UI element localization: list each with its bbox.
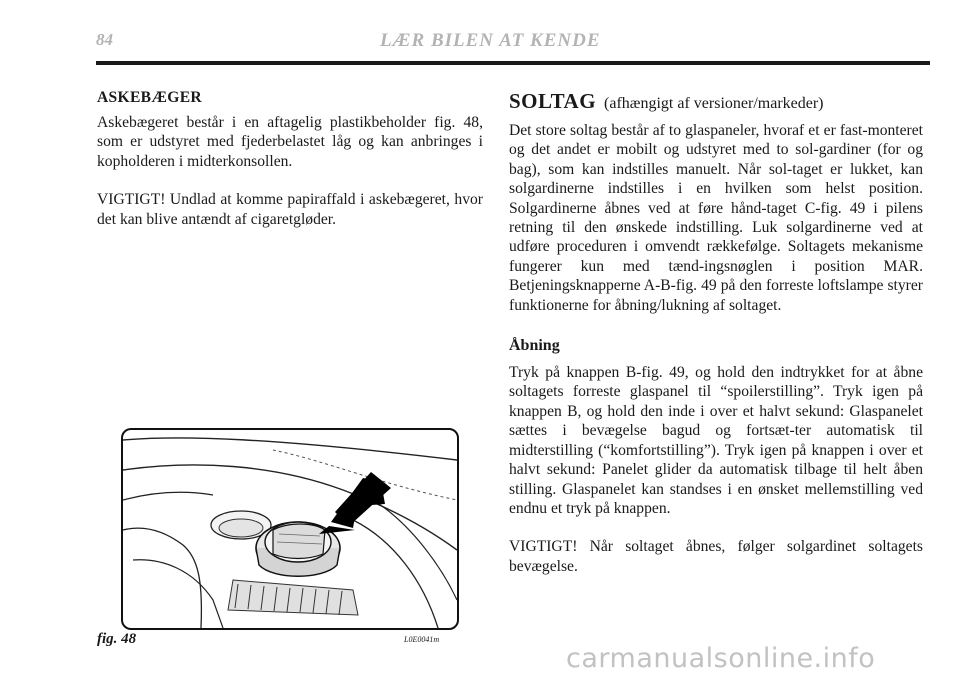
sunroof-title: SOLTAG <box>509 89 597 113</box>
ashtray-heading: ASKEBÆGER <box>97 89 202 106</box>
opening-heading: Åbning <box>509 337 560 355</box>
sunroof-intro: Det store soltag består af to glaspaneler, hvoraf et er fast-monteret og det andet er mobilt og udstyret med to sol-gardiner (for og bag), som kan indstilles manuelt. Når sol-taget er lukket, kan solgardinerne indstilles i en hvilken som helst position. Solgardinerne åbnes ved at føre hånd-taget C-fig. 49 i pilens retning til den ønskede indstilling. Luk solgardinerne ved at udføre proceduren i omvendt rækkefølge. Soltagets mekanisme fungerer kun med tænd-ingsnøglen i position MAR. Betjeningsknapperne A-B-fig. 49 på den forreste loftslampe styrer funktionerne for åbning/lukning af soltaget. <box>509 122 923 314</box>
figure-ashtray-illustration <box>121 428 459 630</box>
header-rule <box>96 61 930 65</box>
sunroof-title-note: (afhængigt af versioner/markeder) <box>604 95 824 112</box>
page-number: 84 <box>96 30 113 49</box>
running-header: LÆR BILEN AT KENDE <box>380 30 601 51</box>
sunroof-warning: VIGTIGT! Når soltaget åbnes, følger solgardinet soltagets bevægelse. <box>509 538 923 575</box>
ashtray-drawing <box>123 430 457 628</box>
sunroof-title-line <box>509 89 923 114</box>
right-column <box>509 89 923 576</box>
figure-code: L0E0041m <box>404 635 440 644</box>
left-column <box>97 89 483 229</box>
ashtray-warning: VIGTIGT! Undlad at komme papiraffald i askebægeret, hvor det kan blive antændt af cigaretgløder. <box>97 191 483 228</box>
watermark: carmanualsonline.info <box>566 643 876 674</box>
ashtray-paragraph: Askebægeret består i en aftagelig plastikbeholder fig. 48, som er udstyret med fjederbelastet låg og kan anbringes i kopholderen i midterkonsollen. <box>97 114 483 170</box>
figure-caption: fig. 48 <box>97 631 137 647</box>
opening-text: Tryk på knappen B-fig. 49, og hold den indtrykket for at åbne soltagets forreste glaspanel til “spoilerstilling”. Tryk igen på knappen B, og hold den inde i over et halvt sekund: Glaspanelet sættes i bevægelse bagud og fortsæt-ter automatisk til midterstilling (“komfortstilling”). Tryk igen på knappen i over et halvt sekund: Panelet glider da automatisk tilbage til helt åben stilling. Glaspanelet kan standses i en ønsket mellemstilling ved endnu et tryk på knappen. <box>509 364 923 517</box>
